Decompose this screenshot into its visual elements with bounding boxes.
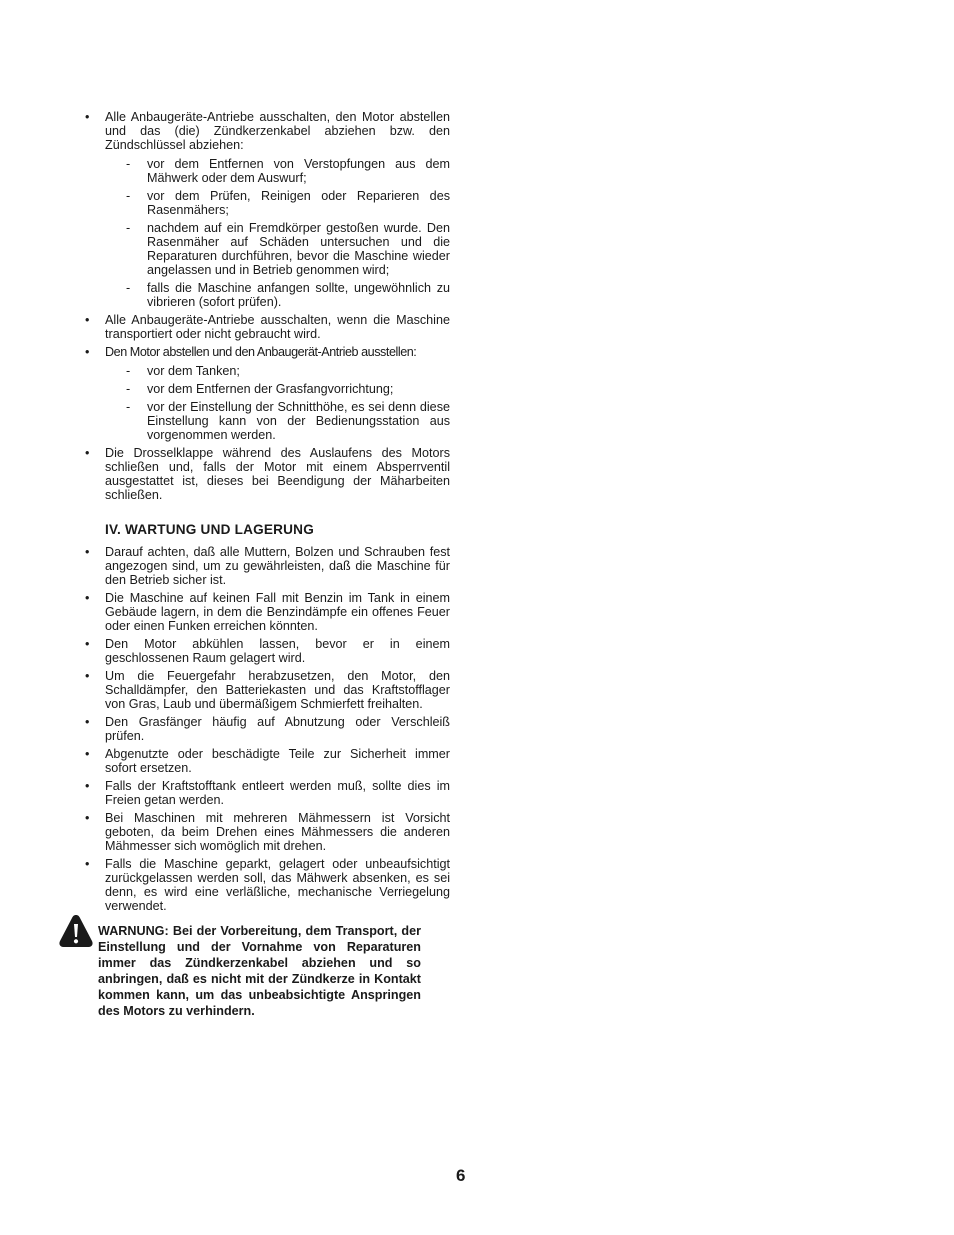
list-item-text: Den Grasfänger häufig auf Abnutzung oder Verschleiß prüfen. [105,715,450,743]
dash-mark: - [126,382,131,396]
page-number: 6 [456,1166,466,1185]
bullet-mark: • [85,545,90,559]
sub-list-item-text: vor dem Prüfen, Reinigen oder Reparieren des Rasenmähers; [147,189,450,217]
list-item [84,857,450,913]
list-item [84,715,450,743]
dash-mark: - [126,281,131,295]
sub-list [105,157,450,309]
sub-list-item [105,189,450,217]
bullet-mark: • [85,715,90,729]
list-item [84,545,450,587]
list-item-text: Falls die Maschine geparkt, gelagert oder unbeaufsichtigt zurückgelassen werden soll, das Mähwerk absenken, es sei denn, es wird eine verläßliche, mechanische Verriegelung verwendet. [105,857,450,913]
section-3-list [84,110,450,502]
sub-list-item [105,364,450,378]
sub-list-item-text: vor dem Entfernen der Grasfangvorrichtung; [147,382,394,396]
dash-mark: - [126,364,131,378]
list-item [84,637,450,665]
list-item [84,345,450,442]
dash-mark: - [126,157,131,171]
list-item [84,669,450,711]
list-item-text: Um die Feuergefahr herabzusetzen, den Motor, den Schalldämpfer, den Batteriekasten und das Kraftstofflager von Gras, Laub und übermäßigem Schmierfett freihalten. [105,669,450,711]
bullet-mark: • [85,591,90,605]
list-item [84,779,450,807]
dash-mark: - [126,189,131,203]
sub-list-item [105,281,450,309]
list-item-text: Die Maschine auf keinen Fall mit Benzin im Tank in einem Gebäude lagern, in dem die Benzindämpfe ein offenes Feuer oder einen Funken erreichen könnten. [105,591,450,633]
sub-list-item-text: falls die Maschine anfangen sollte, ungewöhnlich zu vibrieren (sofort prüfen). [147,281,450,309]
list-item-text: Darauf achten, daß alle Muttern, Bolzen und Schrauben fest angezogen sind, um zu gewährleisten, daß die Maschine für den Betrieb sicher ist. [105,545,450,587]
list-item-text: Alle Anbaugeräte-Antriebe ausschalten, den Motor abstellen und das (die) Zündkerzenkabel abziehen bzw. den Zündschlüssel abziehen: [105,110,450,152]
bullet-mark: • [85,779,90,793]
list-item [84,811,450,853]
list-item [84,446,450,502]
bullet-mark: • [85,669,90,683]
dash-mark: - [126,221,131,235]
list-item-text: Die Drosselklappe während des Auslaufens des Motors schließen und, falls der Motor mit einem Absperrventil ausgestattet ist, dieses bei Beendigung der Mäharbeiten schließen. [105,446,450,502]
sub-list-item-text: vor der Einstellung der Schnitthöhe, es sei denn diese Einstellung kann von der Bedienungsstation aus vorgenommen werden. [147,400,450,442]
list-item [84,313,450,341]
text-column [84,110,450,917]
sub-list-item-text: nachdem auf ein Fremdkörper gestoßen wurde. Den Rasenmäher auf Schäden untersuchen und die Reparaturen durchführen, bevor die Maschine wieder angelassen und in Betrieb genommen wird; [147,221,450,277]
list-item [84,591,450,633]
warning-triangle-icon [58,913,94,949]
bullet-mark: • [85,857,90,871]
bullet-mark: • [85,446,90,460]
list-item-text: Abgenutzte oder beschädigte Teile zur Sicherheit immer sofort ersetzen. [105,747,450,775]
dash-mark: - [126,400,131,414]
bullet-mark: • [85,747,90,761]
list-item-text: Alle Anbaugeräte-Antriebe ausschalten, wenn die Maschine transportiert oder nicht gebraucht wird. [105,313,450,341]
sub-list-item-text: vor dem Tanken; [147,364,240,378]
bullet-mark: • [85,110,90,124]
sub-list-item [105,157,450,185]
section-4-list [84,545,450,913]
warning-text: WARNUNG: Bei der Vorbereitung, dem Transport, der Einstellung und der Vornahme von Reparaturen immer das Zündkerzenkabel abziehen und so anbringen, daß es nicht mit der Zündkerze in Kontakt kommen kann, um das unbeabsichtigte Anspringen des Motors zu verhindern. [98,924,421,1018]
bullet-mark: • [85,637,90,651]
bullet-mark: • [85,345,89,359]
sub-list [105,364,450,442]
section-heading: IV. WARTUNG UND LAGERUNG [105,522,314,537]
sub-list-item-text: vor dem Entfernen von Verstopfungen aus dem Mähwerk oder dem Auswurf; [147,157,450,185]
bullet-mark: • [85,313,90,327]
list-item-text: Falls der Kraftstofftank entleert werden muß, sollte dies im Freien getan werden. [105,779,450,807]
bullet-mark: • [85,811,90,825]
list-item-text: Den Motor abstellen und den Anbaugerät-Antrieb ausstellen: [105,345,417,359]
list-item-text: Bei Maschinen mit mehreren Mähmessern ist Vorsicht geboten, da beim Drehen eines Mähmessers die anderen Mähmesser sich womöglich mit drehen. [105,811,450,853]
sub-list-item [105,221,450,277]
sub-list-item [105,382,450,396]
list-item [84,747,450,775]
list-item [84,110,450,309]
sub-list-item [105,400,450,442]
list-item-text: Den Motor abkühlen lassen, bevor er in einem geschlossenen Raum gelagert wird. [105,637,450,665]
